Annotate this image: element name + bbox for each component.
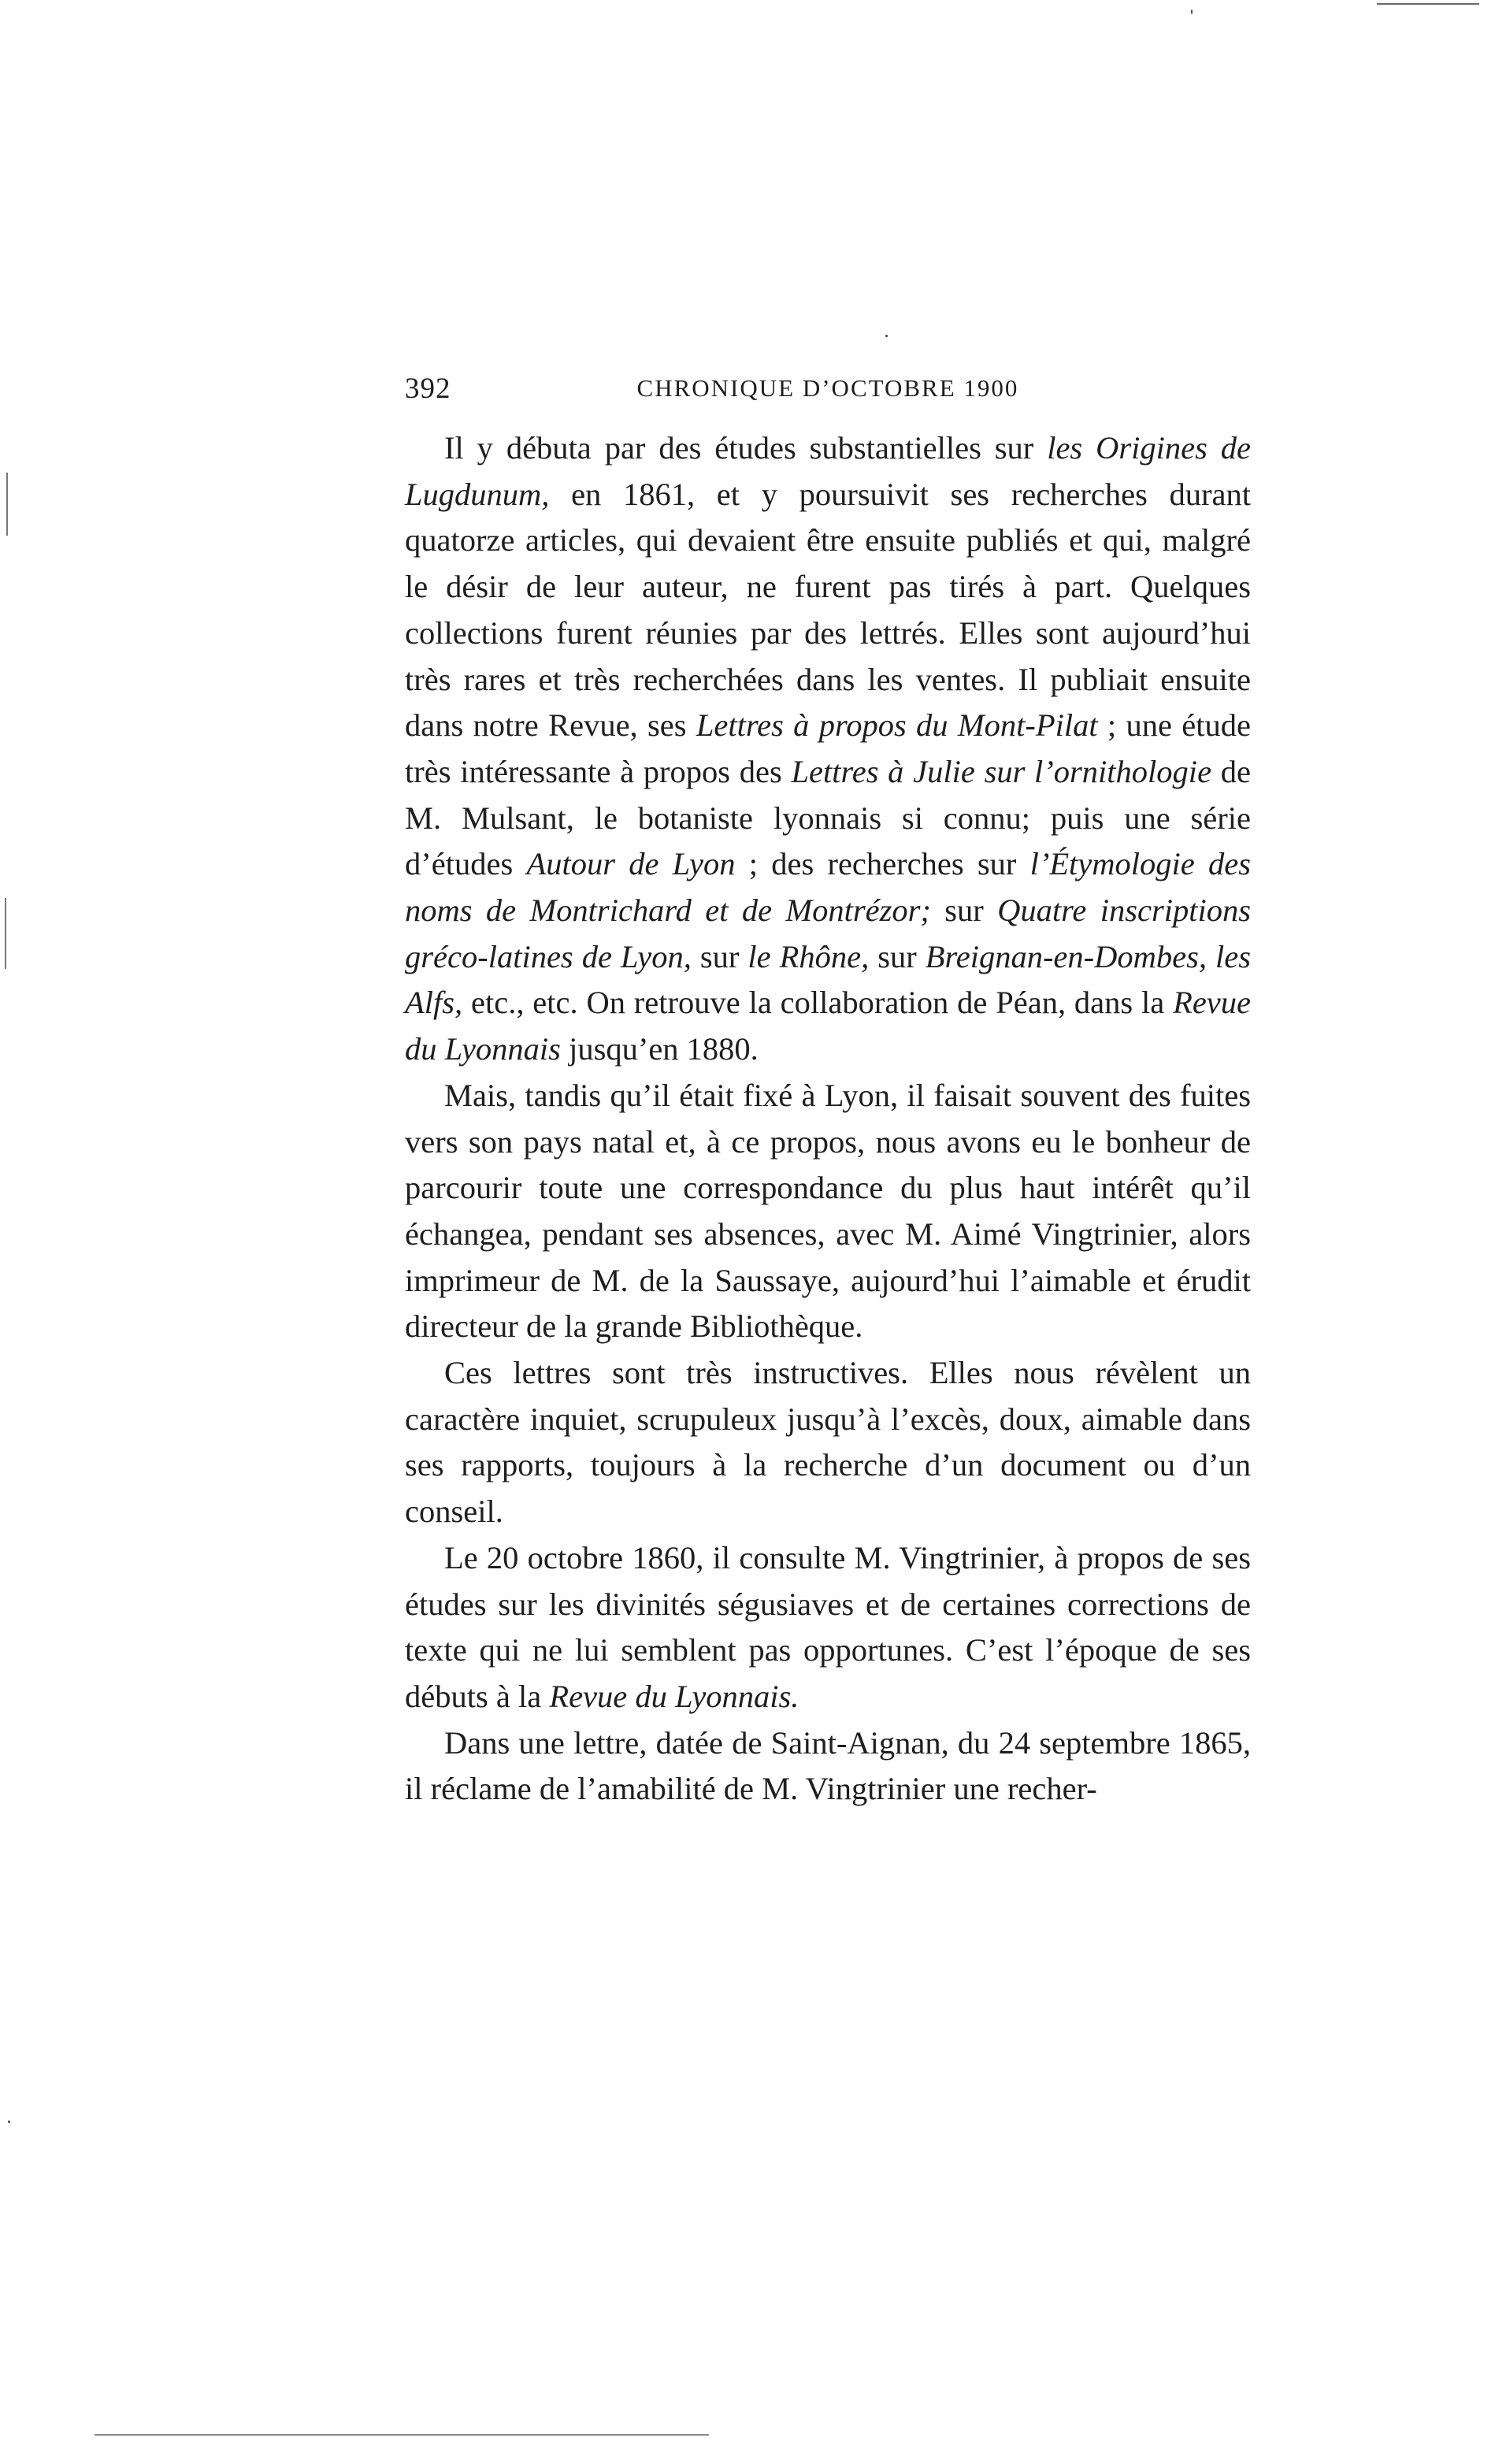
italic-title-text: Breignan-en-Dombes, les Alfs,	[405, 938, 1251, 1021]
scan-speck	[1191, 9, 1193, 14]
italic-title-text: l’Étymologie des noms de Montrichard et de Montrézor;	[405, 846, 1251, 929]
paragraph	[405, 1720, 1251, 1813]
paragraph-text: jusqu’en 1880.	[560, 1031, 759, 1067]
paragraph-text: en 1861, et y poursuivit ses recherches durant quatorze articles, qui devaient être ensuite publiés et qui, malgré le désir de leur auteur, ne furent pas tirés à part. Quelques collections furent réunies par des lettrés. Elles sont aujourd’hui très rares et très recherchées dans les ventes. Il publiait ensuite dans notre Revue, ses	[405, 476, 1251, 744]
paragraph-text: sur	[691, 938, 748, 974]
running-head: CHRONIQUE D’OCTOBRE 1900	[636, 374, 1019, 402]
page-header	[405, 372, 1251, 411]
paragraph-text: ; des recherches sur	[735, 846, 1030, 882]
paragraph-text: Le 20 octobre 1860, il consulte M. Vingtrinier, à propos de ses études sur les divinités ségusiaves et de certaines corrections de texte qui ne lui semblent pas opportunes. C’est l’époque de ses débuts à la	[405, 1539, 1251, 1714]
paragraph-text: Il y débuta par des études substantielles sur	[444, 430, 1048, 466]
scan-edge-line-top	[1377, 3, 1479, 5]
italic-title-text: les Origines de Lugdunum,	[405, 430, 1252, 512]
scan-speck	[8, 2121, 10, 2123]
paragraph	[405, 425, 1251, 1073]
paragraph-text: sur	[869, 938, 926, 974]
italic-title-text: Lettres à propos du Mont-Pilat	[696, 707, 1098, 744]
italic-title-text: Autour de Lyon	[526, 846, 736, 882]
italic-title-text: Quatre inscriptions gréco-latines de Lyon,	[405, 892, 1251, 974]
body-text	[405, 425, 1251, 1813]
paragraph-text: Ces lettres sont très instructives. Elles nous révèlent un caractère inquiet, scrupuleux jusqu’à l’excès, doux, aimable dans ses rapports, toujours à la recherche d’un document ou d’un conseil.	[405, 1355, 1251, 1530]
scan-speck	[885, 335, 888, 337]
scan-edge-mark	[5, 898, 6, 969]
italic-title-text: le Rhône,	[748, 938, 870, 974]
page-number: 392	[405, 373, 451, 405]
italic-title-text: Lettres à Julie sur l’ornithologie	[791, 753, 1212, 789]
paragraph-text: sur	[930, 892, 998, 929]
scan-edge-line-bottom	[95, 2434, 709, 2436]
italic-title-text: Revue du Lyonnais	[405, 985, 1251, 1067]
paragraph-text: Mais, tandis qu’il était fixé à Lyon, il faisait souvent des fuites vers son pays natal et, à ce propos, nous avons eu le bonheur de parcourir toute une correspondance du plus haut intérêt qu’il échangea, pendant ses absences, avec M. Aimé Vingtrinier, alors imprimeur de M. de la Saussaye, aujourd’hui l’aimable et érudit directeur de la grande Bibliothèque.	[405, 1077, 1251, 1345]
paragraph-text: etc., etc. On retrouve la collaboration de Péan, dans la	[462, 985, 1174, 1021]
paragraph	[405, 1535, 1251, 1720]
paragraph-text: Dans une lettre, datée de Saint-Aignan, du 24 septembre 1865, il réclame de l’amabilité de M. Vingtrinier une recher-	[405, 1724, 1251, 1807]
scan-edge-mark	[6, 473, 8, 536]
paragraph	[405, 1350, 1251, 1535]
paragraph	[405, 1073, 1251, 1350]
italic-title-text: Revue du Lyonnais.	[549, 1678, 799, 1714]
paragraph-text: de M. Mulsant, le botaniste lyonnais si connu; puis une série d’études	[405, 753, 1251, 882]
paragraph-text: ; une étude très intéressante à propos des	[405, 707, 1252, 789]
